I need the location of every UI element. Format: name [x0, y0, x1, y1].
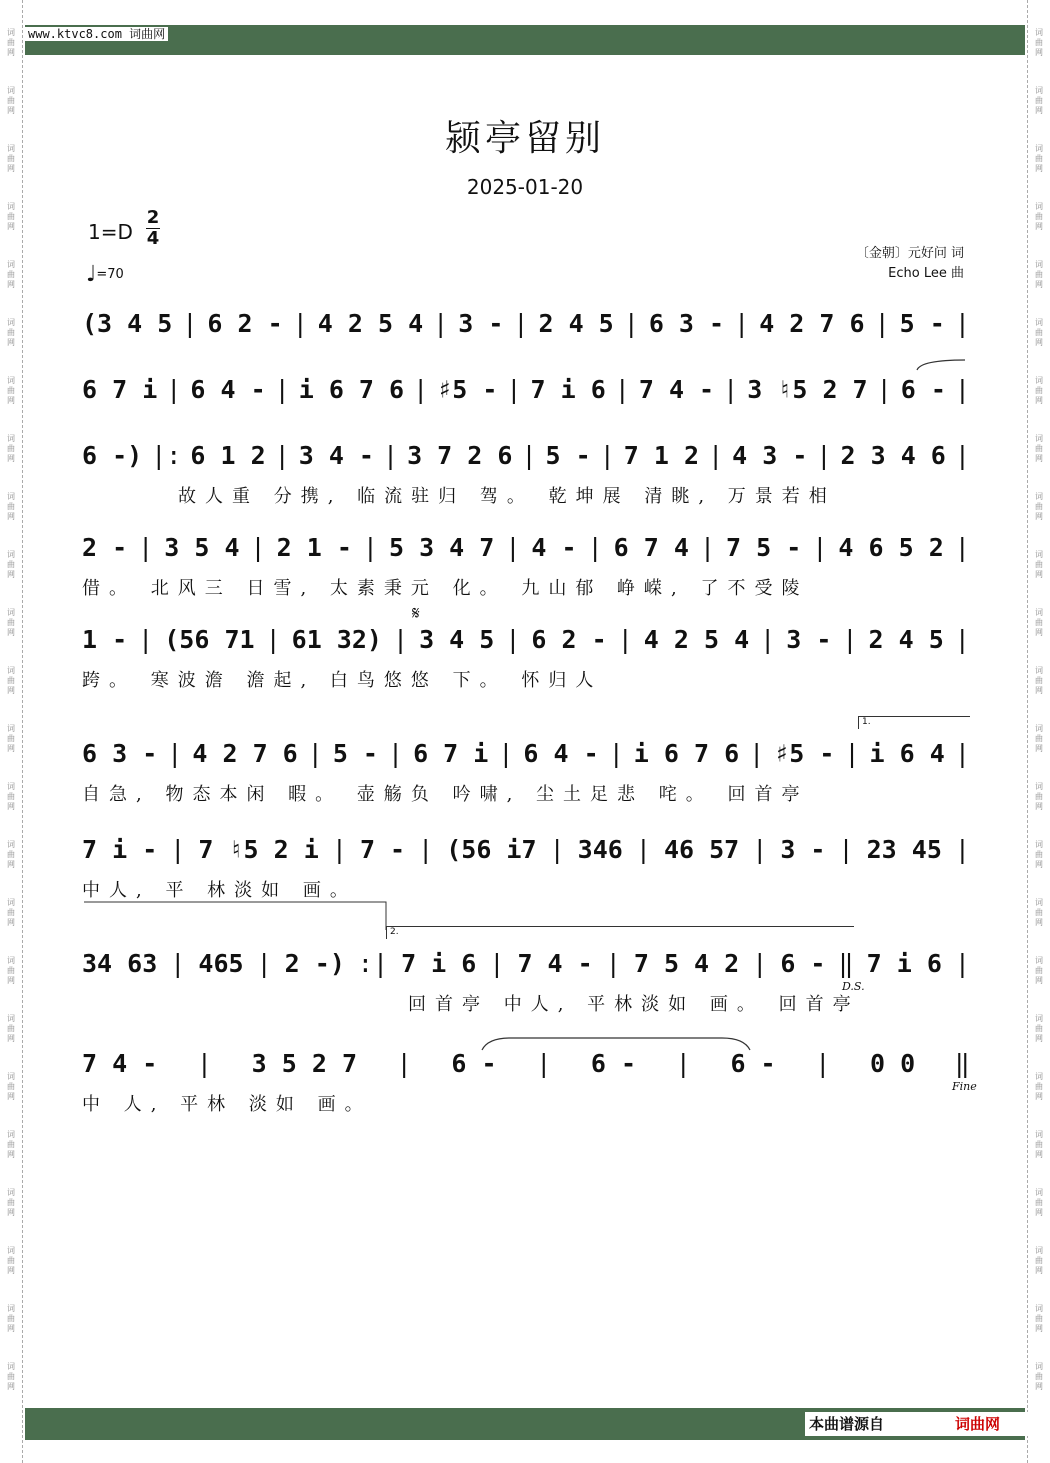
barline: | — [954, 440, 970, 470]
measure: 4 6 5 2 — [838, 532, 944, 562]
watermark-text: 词 曲 网 — [1035, 724, 1043, 753]
measure: 6 - — [780, 948, 826, 978]
watermark-text: 词 曲 网 — [1035, 1130, 1043, 1159]
notation-line — [82, 438, 970, 472]
watermark-text: 词 曲 网 — [7, 956, 15, 985]
time-signature — [146, 208, 160, 249]
notation-line — [82, 736, 970, 770]
measure: 3 - — [786, 624, 832, 654]
measure: 7 4 - — [517, 948, 593, 978]
watermark-text: 词 曲 网 — [7, 782, 15, 811]
measure: 2 4 5 — [538, 308, 614, 338]
barline: | — [838, 834, 854, 864]
watermark-text: 词 曲 网 — [1035, 1072, 1043, 1101]
fine-mark: Fine — [952, 1080, 977, 1093]
measure: 6 4 - — [523, 738, 599, 768]
measure: 3 ♮5 2 7 — [747, 374, 868, 404]
barline: | — [331, 834, 347, 864]
header-bar — [25, 25, 1025, 55]
measure: 7 4 - — [82, 1048, 158, 1078]
barline: | — [292, 308, 308, 338]
measure: 5 3 4 7 — [388, 532, 495, 562]
watermark-text: 词 曲 网 — [7, 1362, 15, 1391]
barline: | — [392, 624, 409, 654]
barline: | — [513, 308, 529, 338]
time-bottom: 4 — [146, 228, 160, 249]
measure: 34 63 — [82, 948, 158, 978]
measure: (56 i7 — [446, 834, 537, 864]
measure: 7 1 2 — [623, 440, 700, 470]
watermark-text: 词 曲 网 — [7, 318, 15, 347]
repeat-line — [82, 900, 388, 930]
barline: | — [954, 308, 970, 338]
measure: 346 — [577, 834, 623, 864]
barline: |: — [151, 440, 182, 470]
barline: :| — [357, 948, 389, 978]
measure: 6 7 4 — [613, 532, 689, 562]
barline: | — [749, 738, 765, 768]
barline: | — [250, 532, 266, 562]
barline: | — [265, 624, 281, 654]
watermark-text: 词 曲 网 — [1035, 376, 1043, 405]
measure: 6 1 2 — [190, 440, 266, 470]
measure: 4 2 5 4 — [317, 308, 424, 338]
barline: | — [587, 532, 603, 562]
notation-line — [82, 946, 970, 980]
watermark-text: 词 曲 网 — [7, 1304, 15, 1333]
barline: | — [256, 948, 272, 978]
measure: 4 2 7 6 — [192, 738, 298, 768]
watermark-text: 词 曲 网 — [1035, 492, 1043, 521]
measure: 4 2 5 4 — [643, 624, 750, 654]
barline: | — [196, 1048, 212, 1078]
measure: 6 - — [730, 1048, 776, 1078]
barline: | — [734, 308, 750, 338]
measure: 3 4 - — [298, 440, 374, 470]
watermark-text: 词 曲 网 — [1035, 1362, 1043, 1391]
measure: 4 3 - — [732, 440, 808, 470]
measure: 6 2 - — [531, 624, 607, 654]
barline: ‖ — [838, 948, 854, 978]
measure: i 6 4 — [869, 738, 945, 768]
measure: 7 5 4 2 — [633, 948, 740, 978]
notation-line — [82, 306, 970, 340]
barline: | — [498, 738, 514, 768]
watermark-text: 词 曲 网 — [7, 1072, 15, 1101]
measure: 0 0 — [869, 1048, 916, 1078]
barline: | — [708, 440, 724, 470]
barline: | — [433, 308, 449, 338]
barline: | — [954, 624, 970, 654]
measure: 6 7 i — [413, 738, 489, 768]
song-date: 2025-01-20 — [466, 175, 584, 199]
ds-mark: D.S. — [842, 980, 865, 993]
watermark-text: 词 曲 网 — [7, 434, 15, 463]
measure: ♯5 - — [437, 374, 498, 404]
watermark-text: 词 曲 网 — [7, 608, 15, 637]
barline: | — [506, 374, 522, 404]
measure: 2 -) — [284, 948, 345, 978]
watermark-text: 词 曲 网 — [1035, 956, 1043, 985]
barline: | — [383, 440, 399, 470]
right-margin-watermark — [1027, 0, 1050, 1463]
measure: 23 45 — [866, 834, 942, 864]
barline: | — [413, 374, 429, 404]
watermark-text: 词 曲 网 — [1035, 318, 1043, 347]
segno-sign: 𝄋 — [412, 603, 420, 624]
barline: | — [307, 738, 323, 768]
watermark-text: 词 曲 网 — [1035, 550, 1043, 579]
measure: (3 4 5 — [82, 308, 173, 338]
barline: | — [752, 948, 768, 978]
barline: | — [954, 532, 970, 562]
site-url[interactable]: www.ktvc8.com 词曲网 — [25, 27, 168, 41]
measure: 3 7 2 6 — [407, 440, 513, 470]
notation-line — [82, 622, 970, 656]
measure: 7 5 - — [726, 532, 802, 562]
song-title: 颍亭留别 — [444, 118, 605, 159]
measure: ♯5 - — [774, 738, 835, 768]
measure: 6 - — [451, 1048, 497, 1078]
measure: 6 - — [900, 374, 946, 404]
barline: | — [954, 374, 970, 404]
barline: | — [387, 738, 404, 768]
source-box — [805, 1412, 1041, 1436]
measure: 6 7 i — [82, 374, 158, 404]
watermark-text: 词 曲 网 — [1035, 144, 1043, 173]
lyric-line: 借。 北风三 日雪, 太素秉元 化。 九山郁 峥嵘, 了不受陵 — [82, 578, 809, 599]
tie-arc-final — [480, 1036, 752, 1052]
composer: Echo Lee 曲 — [888, 266, 964, 281]
barline: | — [521, 440, 537, 470]
measure: 5 - — [899, 308, 945, 338]
measure: 3 5 2 7 — [251, 1048, 357, 1078]
barline: | — [815, 1048, 831, 1078]
barline: | — [812, 532, 828, 562]
watermark-text: 词 曲 网 — [7, 550, 15, 579]
measure: 5 - — [545, 440, 591, 470]
watermark-text: 词 曲 网 — [1035, 434, 1043, 463]
watermark-text: 词 曲 网 — [7, 86, 15, 115]
barline: | — [396, 1048, 412, 1078]
barline: | — [170, 948, 186, 978]
measure: 6 3 - — [82, 738, 158, 768]
volta-first-ending: 1. — [858, 716, 970, 729]
barline: | — [362, 532, 378, 562]
lyricist: 〔金朝〕元好问 词 — [855, 246, 964, 261]
footer-bar — [25, 1408, 1025, 1440]
barline: | — [699, 532, 716, 562]
watermark-text: 词 曲 网 — [7, 1246, 15, 1275]
measure: 6 -) — [82, 440, 143, 470]
barline: | — [182, 308, 198, 338]
barline: | — [760, 624, 776, 654]
watermark-text: 词 曲 网 — [1035, 666, 1043, 695]
watermark-text: 词 曲 网 — [7, 898, 15, 927]
left-margin-watermark — [0, 0, 23, 1463]
watermark-text: 词 曲 网 — [7, 1130, 15, 1159]
barline: | — [954, 738, 970, 768]
watermark-text: 词 曲 网 — [1035, 608, 1043, 637]
watermark-text: 词 曲 网 — [1035, 28, 1043, 57]
measure: 7 i - — [82, 834, 158, 864]
barline: | — [489, 948, 505, 978]
lyric-line: 回首亭 中人, 平林淡如 画。 回首亭 — [408, 994, 860, 1015]
barline: | — [418, 834, 434, 864]
lyric-line: 中人, 平 林淡如 画。 — [82, 880, 357, 901]
source-label: 本曲谱源自 — [809, 1415, 885, 1433]
watermark-text: 词 曲 网 — [7, 666, 15, 695]
time-top: 2 — [146, 207, 160, 228]
barline: | — [844, 738, 860, 768]
notation-line — [82, 530, 970, 564]
measure: 3 5 4 — [164, 532, 240, 562]
credits — [856, 244, 964, 284]
measure: 6 2 - — [207, 308, 283, 338]
watermark-text: 词 曲 网 — [7, 144, 15, 173]
watermark-text: 词 曲 网 — [7, 202, 15, 231]
barline: | — [536, 1048, 552, 1078]
watermark-text: 词 曲 网 — [7, 492, 15, 521]
measure: 6 4 - — [190, 374, 266, 404]
measure: 1 - — [82, 624, 128, 654]
barline: | — [816, 440, 832, 470]
barline: | — [842, 624, 858, 654]
barline: | — [623, 308, 639, 338]
barline: | — [954, 948, 970, 978]
watermark-text: 词 曲 网 — [7, 840, 15, 869]
measure: 6 3 - — [648, 308, 725, 338]
volta-second-ending: 2. — [386, 926, 854, 939]
measure: 7 - — [359, 834, 406, 864]
measure: 7 4 - — [638, 374, 715, 404]
watermark-text: 词 曲 网 — [1035, 260, 1043, 289]
watermark-text: 词 曲 网 — [7, 28, 15, 57]
measure: i 6 7 6 — [298, 374, 405, 404]
watermark-text: 词 曲 网 — [7, 1188, 15, 1217]
measure: 61 32) — [291, 624, 382, 654]
measure: 7 i 6 — [530, 374, 606, 404]
notation-line — [82, 372, 970, 406]
barline: | — [675, 1048, 691, 1078]
watermark-text: 词 曲 网 — [1035, 1014, 1043, 1043]
tie-arc — [915, 358, 967, 372]
barline: | — [723, 374, 739, 404]
measure: 2 1 - — [276, 532, 352, 562]
barline: | — [614, 374, 630, 404]
measure: 4 - — [531, 532, 577, 562]
barline: | — [138, 624, 154, 654]
barline: | — [876, 374, 892, 404]
barline: | — [505, 624, 521, 654]
watermark-text: 词 曲 网 — [1035, 86, 1043, 115]
watermark-text: 词 曲 网 — [1035, 1304, 1043, 1333]
lyric-line: 自急, 物态本闲 暇。 壶觞负 吟啸, 尘土足悲 咤。 回首亭 — [82, 784, 809, 805]
measure: 7 i 6 — [401, 948, 477, 978]
measure: 46 57 — [663, 834, 740, 864]
watermark-text: 词 曲 网 — [1035, 782, 1043, 811]
notation-line — [82, 832, 970, 866]
barline: | — [549, 834, 565, 864]
measure: 3 - — [458, 308, 504, 338]
watermark-text: 词 曲 网 — [1035, 1188, 1043, 1217]
watermark-text: 词 曲 网 — [7, 724, 15, 753]
barline: | — [167, 738, 183, 768]
measure: 5 - — [332, 738, 378, 768]
measure: 7 i 6 — [866, 948, 942, 978]
lyric-line: 中 人, 平林 淡如 画。 — [82, 1094, 372, 1115]
barline: | — [635, 834, 651, 864]
barline: | — [274, 374, 290, 404]
measure: i 6 7 6 — [633, 738, 740, 768]
measure: 7 ♮5 2 i — [198, 834, 319, 864]
source-site-link[interactable]: 词曲网 — [955, 1415, 1001, 1433]
watermark-text: 词 曲 网 — [7, 1014, 15, 1043]
barline: ‖ — [954, 1048, 970, 1078]
barline: | — [505, 532, 521, 562]
watermark-text: 词 曲 网 — [7, 376, 15, 405]
barline: | — [138, 532, 154, 562]
tempo-mark: ♩=70 — [86, 262, 124, 287]
measure: 465 — [198, 948, 244, 978]
watermark-text: 词 曲 网 — [1035, 840, 1043, 869]
watermark-text: 词 曲 网 — [1035, 1246, 1043, 1275]
barline: | — [617, 624, 633, 654]
lyric-line: 故人重 分携, 临流驻归 驾。 乾坤展 清眺, 万景若相 — [178, 486, 836, 507]
lyric-line: 跨。 寒波澹 澹起, 白鸟悠悠 下。 怀归人 — [82, 670, 603, 691]
measure: 3 - — [780, 834, 826, 864]
watermark-text: 词 曲 网 — [1035, 898, 1043, 927]
measure: (56 71 — [164, 624, 255, 654]
measure: 2 3 4 6 — [840, 440, 946, 470]
barline: | — [954, 834, 970, 864]
quarter-note-icon: ♩ — [86, 262, 97, 287]
measure: 4 2 7 6 — [759, 308, 865, 338]
measure: 2 - — [82, 532, 128, 562]
barline: | — [608, 738, 624, 768]
barline: | — [166, 374, 182, 404]
measure: 3 4 5 — [419, 624, 495, 654]
measure: 6 - — [590, 1048, 637, 1078]
measure: 2 4 5 — [868, 624, 944, 654]
barline: | — [605, 948, 621, 978]
barline: | — [274, 440, 290, 470]
barline: | — [874, 308, 890, 338]
barline: | — [170, 834, 186, 864]
watermark-text: 词 曲 网 — [1035, 202, 1043, 231]
barline: | — [599, 440, 615, 470]
key-signature: 1=D — [88, 220, 133, 244]
barline: | — [752, 834, 768, 864]
watermark-text: 词 曲 网 — [7, 260, 15, 289]
